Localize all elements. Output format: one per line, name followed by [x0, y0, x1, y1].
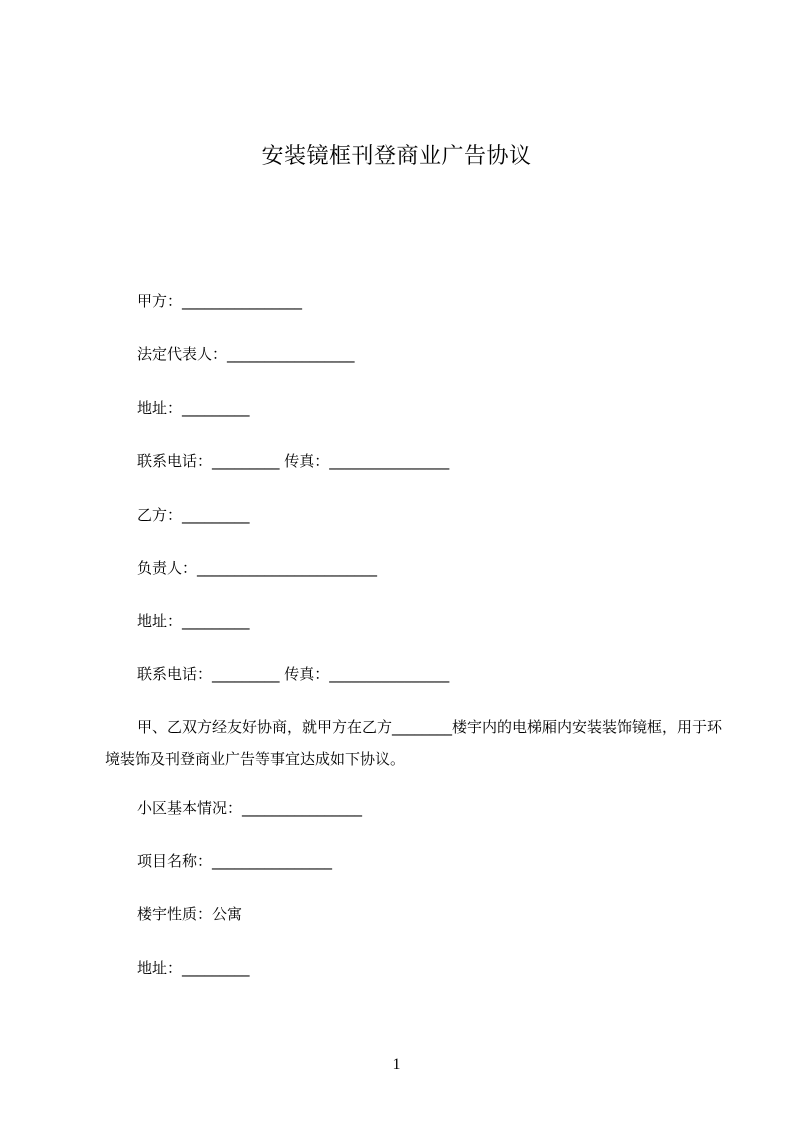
- community-basic-info-line: 小区基本情况：________________: [137, 799, 363, 817]
- page-number: 1: [392, 1056, 401, 1073]
- party-a-legal-rep-line: 法定代表人：_________________: [137, 345, 355, 363]
- community-address-line: 地址：_________: [137, 959, 250, 977]
- party-b-name-line: 乙方：_________: [137, 506, 250, 524]
- party-b-manager-line: 负责人：________________________: [137, 559, 378, 577]
- party-a-address-line: 地址：_________: [137, 399, 250, 417]
- party-a-contact-line: 联系电话：_________ 传真：________________: [137, 452, 450, 470]
- project-name-line: 项目名称：________________: [137, 852, 333, 870]
- intro-paragraph: 甲、乙双方经友好协商，就甲方在乙方________楼宇内的电梯厢内安装装饰镜框，用于环境装饰及刊登商业广告等事宜达成如下协议。: [105, 718, 723, 768]
- party-a-name-line: 甲方：________________: [137, 292, 303, 310]
- party-b-address-line: 地址：_________: [137, 612, 250, 630]
- building-type-line: 楼宇性质：公寓: [137, 905, 243, 923]
- party-b-contact-line: 联系电话：_________ 传真：________________: [137, 665, 450, 683]
- document-title: 安装镜框刊登商业广告协议: [261, 144, 532, 169]
